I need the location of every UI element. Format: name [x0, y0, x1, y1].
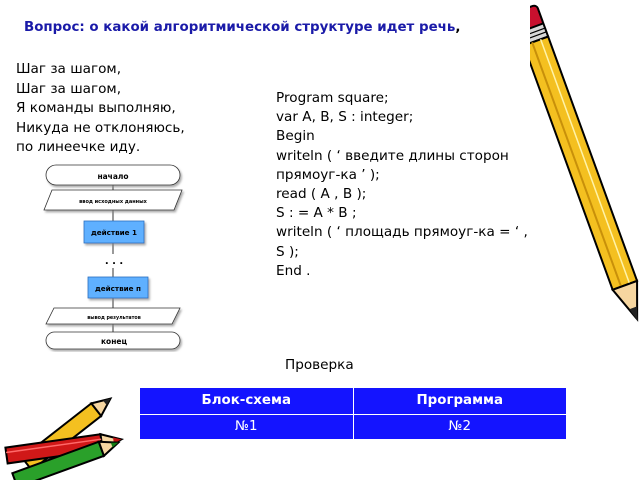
answer-cell-1[interactable]: №1: [140, 415, 354, 440]
table-row: [140, 415, 567, 440]
code-line: Program square;: [276, 90, 389, 106]
pencil-icon: [530, 0, 640, 345]
question-tail: ,: [455, 20, 461, 35]
table-header-row: [140, 388, 567, 415]
question-title: [24, 20, 460, 35]
end-label: конец: [100, 337, 128, 346]
output-label: вывод результатов: [87, 316, 141, 321]
check-label: Проверка: [285, 357, 354, 373]
code-line: S );: [276, 243, 299, 260]
code-line: Begin: [276, 128, 315, 145]
dots-label: . . .: [104, 256, 124, 267]
poem-line: по линеечке иду.: [16, 139, 141, 155]
flowchart: [38, 158, 188, 352]
code-line: End .: [276, 262, 311, 279]
input-label: ввод исходных данных: [79, 199, 147, 205]
start-label: начало: [97, 172, 129, 181]
table-header-flowchart: Блок-схема: [140, 388, 354, 415]
action-n-label: действие п: [94, 284, 142, 293]
code-line: writeln ( ‘ введите длины сторон: [276, 147, 509, 164]
answer-cell-2[interactable]: №2: [353, 415, 567, 440]
poem: [16, 60, 185, 158]
question-text: Вопрос: о какой алгоритмической структуре идет речь: [24, 20, 456, 35]
code-line: writeln ( ‘ площадь прямоуг-ка = ‘ ,: [276, 224, 528, 241]
table-header-program: Программа: [353, 388, 567, 415]
code-line: var A, B, S : integer;: [276, 109, 414, 126]
poem-line: Шаг за шагом,: [16, 61, 122, 77]
code-line: прямоуг-ка ’ );: [276, 166, 380, 183]
answer-table: [139, 387, 567, 440]
action-1-label: действие 1: [90, 228, 138, 237]
poem-line: Никуда не отклоняюсь,: [16, 119, 185, 136]
code-line: read ( A , B );: [276, 186, 367, 203]
poem-line: Я команды выполняю,: [16, 100, 176, 116]
poem-line: Шаг за шагом,: [16, 80, 122, 97]
crayons-icon: [0, 388, 135, 480]
code-line: S : = A * B ;: [276, 205, 357, 222]
